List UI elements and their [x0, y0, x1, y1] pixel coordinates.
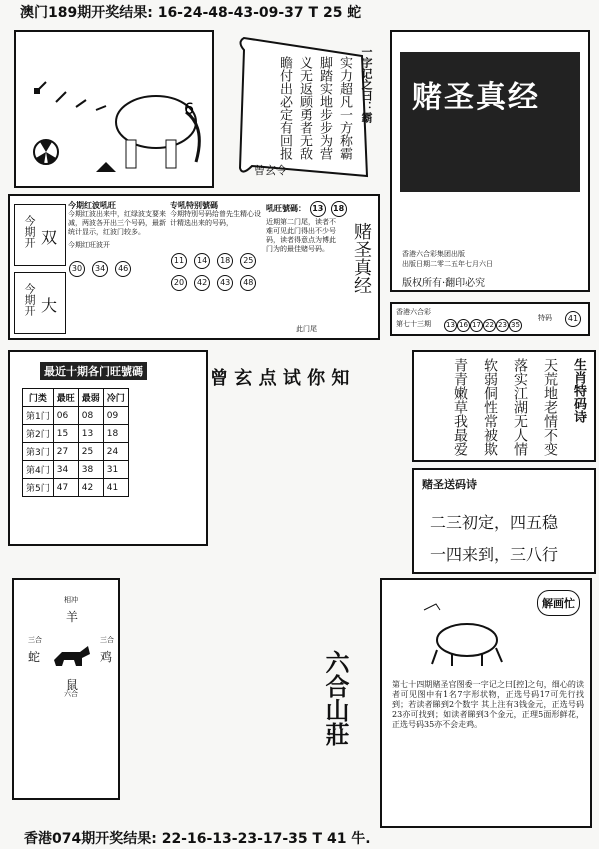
- explain-panel: [380, 578, 592, 828]
- header-bottom-label: 香港074期开奖结果:: [24, 831, 157, 847]
- red-wave-text-2: 今期红旺波开: [68, 241, 110, 249]
- prediction-panel: [8, 194, 380, 340]
- special-text: 今期特別号码给曾先生精心设计精选出来的号码，: [170, 210, 261, 227]
- special-numbers: [170, 248, 262, 292]
- table-row: [23, 425, 129, 443]
- send-code-line-1: 二三初定，四五稳: [430, 513, 559, 532]
- kill-cell: 42: [78, 479, 103, 497]
- special-number: 25: [240, 253, 256, 269]
- jackpot-number: 17: [470, 319, 483, 332]
- jackpot-special-label: 特码: [538, 314, 552, 322]
- send-code-line-2: 一四来到，三八行: [430, 545, 559, 564]
- this-period-label-1: 今期开: [23, 215, 36, 248]
- wave-bottom: 此门尾: [296, 325, 317, 333]
- zodiac-item: 蛇: [28, 650, 41, 664]
- jackpot-number: 23: [496, 319, 509, 332]
- table-row: [23, 443, 129, 461]
- kill-header-cell: 冷门: [103, 389, 128, 407]
- poem-line-2: 落实江湖无人情: [512, 358, 528, 456]
- puzzle-elephant-panel: [14, 30, 214, 188]
- kill-cell: 15: [53, 425, 78, 443]
- this-period-label-2: 今期开: [23, 283, 36, 316]
- red-number: 34: [92, 261, 108, 277]
- animal-illustration: [412, 600, 522, 670]
- zodiac-panel: [12, 578, 120, 800]
- jackpot-label: 香港六合彩: [396, 308, 431, 316]
- kill-cell: 38: [78, 461, 103, 479]
- wave-column: [266, 200, 376, 338]
- red-wave-numbers: [68, 256, 166, 278]
- banner-char: 试: [282, 368, 301, 389]
- jackpot-number: 35: [509, 319, 522, 332]
- kill-cell: 47: [53, 479, 78, 497]
- kill-cell: 25: [78, 443, 103, 461]
- header-bottom-numbers: 22-16-13-23-17-35 T 41 牛.: [161, 831, 371, 847]
- zodiac-item: 鸡: [100, 650, 113, 664]
- horse-icon: [52, 644, 92, 670]
- explain-label: 解画忙: [537, 590, 580, 616]
- scroll-line-1: 实力超凡一方称霸: [337, 56, 352, 160]
- kill-cell: 第2门: [23, 425, 54, 443]
- zodiac-label: 六合: [64, 690, 78, 698]
- zodiac-item: 鼠: [66, 678, 79, 692]
- wave-text: 近期第二门尾，读者不难可见此门得出不少号码，读者得意点为博此门为的最佳赌号码。: [266, 218, 336, 253]
- poem-title: 生肖特码诗: [571, 358, 586, 423]
- header-top: [20, 2, 590, 20]
- kill-cell: 34: [53, 461, 78, 479]
- special-number: 43: [217, 275, 233, 291]
- kill-table-header: [23, 389, 129, 407]
- banner-char: 你: [307, 368, 326, 389]
- banner-char: 点: [258, 368, 277, 389]
- special-number: 14: [194, 253, 210, 269]
- kill-cell: 第4门: [23, 461, 54, 479]
- jackpot-number: 22: [483, 319, 496, 332]
- send-code-panel: [412, 468, 596, 574]
- banner-char: 玄: [234, 368, 253, 389]
- poem-line-4: 青青嫩草我最爱: [452, 358, 468, 456]
- logo-copyright: 版权所有·翻印必究: [402, 278, 486, 289]
- table-row: [23, 407, 129, 425]
- scroll-author: 曾玄令: [254, 164, 287, 177]
- scroll-line-2: 脚踏实地步步为营: [317, 56, 332, 160]
- kill-header-cell: 最旺: [53, 389, 78, 407]
- logo-subtitle-2: 出版日期二零二五年七月六日: [402, 260, 493, 268]
- header-bottom: [24, 828, 594, 846]
- zodiac-label: 三合: [28, 636, 42, 644]
- wave-title-label: 吼旺號碼：: [266, 203, 306, 213]
- special-number: 42: [194, 275, 210, 291]
- jackpot-period: 第七十三期: [396, 320, 431, 328]
- kill-table-title: 最近十期各门旺號碼: [40, 362, 147, 380]
- zodiac-label: 三合: [100, 636, 114, 644]
- scroll-title: 一字记之曰：霸: [360, 46, 373, 123]
- this-period-box-2: [14, 272, 66, 334]
- header-top-label: 澳门189期开奖结果:: [20, 5, 153, 21]
- scroll-line-4: 瞻付出必定有回报: [277, 56, 292, 160]
- red-number: 46: [115, 261, 131, 277]
- banner-char: 知: [331, 368, 350, 389]
- kill-cell: 06: [53, 407, 78, 425]
- poem-line-1: 天荒地老情不变: [542, 358, 558, 456]
- jackpot-number: 13: [444, 319, 457, 332]
- jackpot-numbers: [444, 312, 522, 332]
- scroll-line-3: 义无返顾勇者无敌: [297, 56, 312, 160]
- special-title: 专吼特别號碼: [170, 200, 218, 210]
- poem-panel: [412, 350, 596, 462]
- kill-cell: 第5门: [23, 479, 54, 497]
- red-wave-title: 今期红波吼旺: [68, 200, 116, 210]
- kill-header-cell: 最弱: [78, 389, 103, 407]
- logo-title: 赌圣真经: [412, 80, 540, 115]
- special-number: 20: [171, 275, 187, 291]
- big-label: 大: [41, 296, 58, 315]
- kill-table-panel: [8, 350, 208, 546]
- kill-cell: 第1门: [23, 407, 54, 425]
- liuhe-title: 六合山莊: [321, 650, 350, 746]
- banner-char: 曾: [210, 368, 228, 389]
- logo-panel: [390, 30, 590, 292]
- red-wave-text: 今期红波出来中，红绿波支要来减，两波各开出三个号码，最新统计显示，红波门较多。: [68, 210, 166, 236]
- kill-cell: 08: [78, 407, 103, 425]
- middle-banner: [210, 364, 380, 394]
- zodiac-item: 羊: [66, 610, 79, 624]
- kill-cell: 13: [78, 425, 103, 443]
- explain-text: 第七十四期赌圣官图委一字记之曰[控]之句，细心的读者可见图中有1名7字形状物，正选号码17可先行找到；若读者睇到2个数字 其上注有3钱金元，正选号码23亦可找到；如读者睇到3个金元，正理5面形鲜花，正选号码35亦不会走鸡。: [392, 680, 584, 729]
- calligraphy: 赌圣真经: [351, 222, 372, 294]
- red-wave-column: [68, 200, 166, 338]
- kill-cell: 41: [103, 479, 128, 497]
- svg-text:6: 6: [184, 99, 195, 118]
- special-number: 11: [171, 253, 187, 269]
- jackpot-number: 16: [457, 319, 470, 332]
- kill-cell: 第3门: [23, 443, 54, 461]
- double-label: 双: [41, 228, 58, 247]
- kill-cell: 31: [103, 461, 128, 479]
- zodiac-label: 相冲: [64, 596, 78, 604]
- this-period-box-1: [14, 204, 66, 266]
- table-row: [23, 479, 129, 497]
- kill-cell: 09: [103, 407, 128, 425]
- kill-table: [22, 388, 129, 497]
- wave-circle: 13: [310, 201, 326, 217]
- logo-subtitle-1: 香港六合彩集团出版: [402, 250, 465, 258]
- send-code-title: 赌圣送码诗: [422, 478, 477, 491]
- special-number: 48: [240, 275, 256, 291]
- kill-cell: 18: [103, 425, 128, 443]
- special-number: 18: [217, 253, 233, 269]
- wave-circle: 18: [331, 201, 347, 217]
- scroll-panel: [232, 36, 382, 186]
- jackpot-bar: [390, 302, 590, 336]
- kill-cell: 24: [103, 443, 128, 461]
- poem-line-3: 软弱侗性常被欺: [482, 358, 498, 456]
- kill-cell: 27: [53, 443, 78, 461]
- jackpot-special-number: 41: [565, 311, 581, 327]
- header-top-numbers: 16-24-48-43-09-37 T 25 蛇: [157, 5, 362, 21]
- special-column: [170, 200, 262, 338]
- wave-title: [266, 200, 376, 218]
- kill-header-cell: 门类: [23, 389, 54, 407]
- red-number: 30: [69, 261, 85, 277]
- elephant-illustration: [16, 32, 212, 186]
- table-row: [23, 461, 129, 479]
